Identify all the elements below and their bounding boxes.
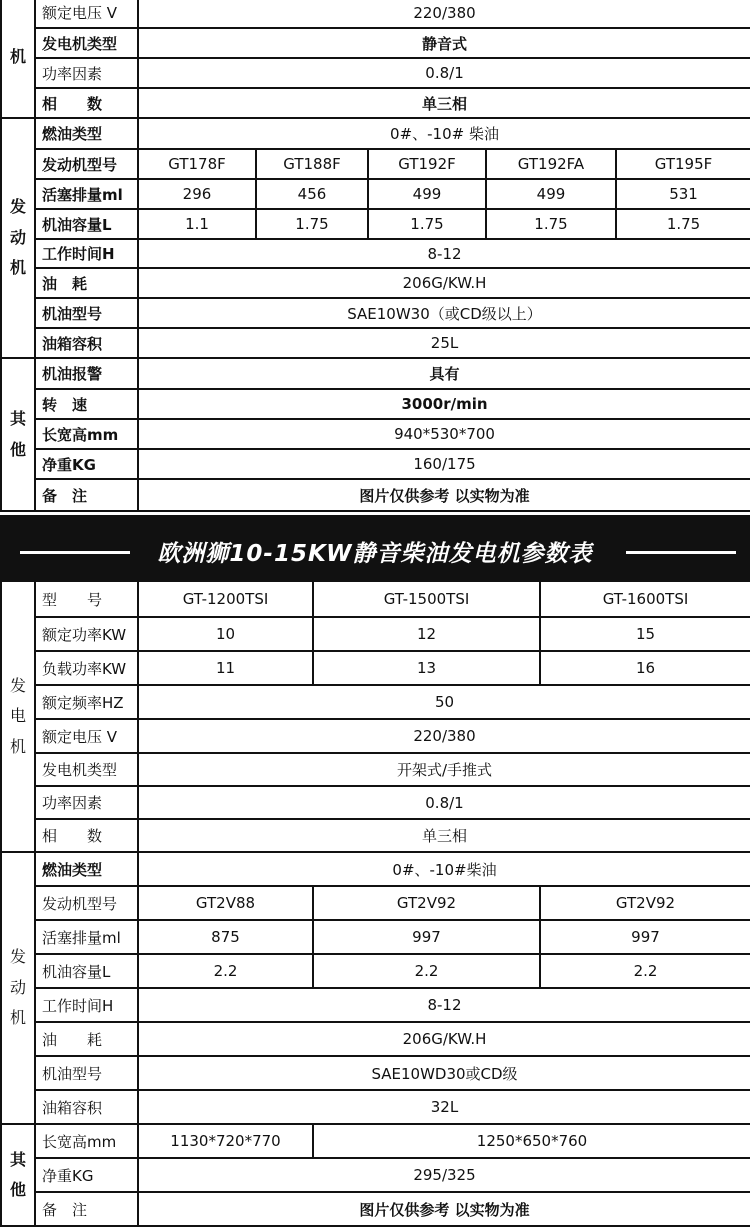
row-label-load-power: 负载功率KW (35, 651, 138, 685)
dimensions-cell: 1130*720*770 (138, 1124, 313, 1158)
value-gen-type: 静音式 (138, 28, 750, 58)
row-label-tank: 油箱容积 (35, 1090, 138, 1124)
row-label-weight: 净重KG (35, 1158, 138, 1192)
engine-model-cell: GT2V88 (138, 886, 313, 920)
row-label-oil-alarm: 机油报警 (35, 358, 138, 389)
row-label-dimensions: 长宽高mm (35, 419, 138, 449)
row-label-frequency: 额定频率HZ (35, 685, 138, 719)
value-consumption: 206G/KW.H (138, 268, 750, 298)
row-label-gen-type: 发电机类型 (35, 28, 138, 58)
oil-capacity-cell: 1.1 (138, 209, 256, 239)
displacement-cell: 997 (540, 920, 750, 954)
row-label-fuel: 燃油类型 (35, 852, 138, 886)
gen-model-cell: GT-1500TSI (313, 581, 540, 617)
value-work-time: 8-12 (138, 988, 750, 1022)
value-oil-type: SAE10W30（或CD级以上） (138, 298, 750, 328)
row-label-engine-model: 发动机型号 (35, 149, 138, 179)
engine-model-cell: GT2V92 (313, 886, 540, 920)
load-power-cell: 11 (138, 651, 313, 685)
value-tank: 25L (138, 328, 750, 358)
value-note: 图片仅供参考 以实物为准 (138, 1192, 750, 1226)
rated-power-cell: 12 (313, 617, 540, 651)
row-label-consumption: 油 耗 (35, 268, 138, 298)
engine-model-cell: GT188F (256, 149, 368, 179)
spec-table-1 (0, 0, 750, 512)
value-note: 图片仅供参考 以实物为准 (138, 479, 750, 511)
banner-divider-right (626, 551, 736, 554)
group-label-other: 其 他 (1, 1124, 35, 1226)
row-label-voltage: 额定电压 V (35, 719, 138, 753)
value-dimensions: 940*530*700 (138, 419, 750, 449)
oil-capacity-cell: 1.75 (486, 209, 616, 239)
row-label-tank: 油箱容积 (35, 328, 138, 358)
banner-title: 欧洲狮10-15KW静音柴油发电机参数表 (157, 541, 593, 567)
oil-capacity-cell: 1.75 (256, 209, 368, 239)
gen-model-cell: GT-1600TSI (540, 581, 750, 617)
spec-table-2 (0, 580, 750, 1227)
displacement-cell: 456 (256, 179, 368, 209)
load-power-cell: 16 (540, 651, 750, 685)
row-label-oil-capacity: 机油容量L (35, 209, 138, 239)
value-work-time: 8-12 (138, 239, 750, 268)
value-power-factor: 0.8/1 (138, 58, 750, 88)
value-weight: 160/175 (138, 449, 750, 479)
displacement-cell: 997 (313, 920, 540, 954)
row-label-power-factor: 功率因素 (35, 786, 138, 819)
row-label-oil-type: 机油型号 (35, 298, 138, 328)
row-label-phase: 相 数 (35, 819, 138, 852)
value-oil-alarm: 具有 (138, 358, 750, 389)
group-label-generator: 发 电 机 (1, 581, 35, 852)
row-label-displacement: 活塞排量ml (35, 179, 138, 209)
gen-model-cell: GT-1200TSI (138, 581, 313, 617)
row-label-work-time: 工作时间H (35, 988, 138, 1022)
displacement-cell: 499 (368, 179, 486, 209)
row-label-phase: 相 数 (35, 88, 138, 118)
oil-capacity-cell: 2.2 (313, 954, 540, 988)
value-fuel: 0#、-10#柴油 (138, 852, 750, 886)
engine-model-cell: GT195F (616, 149, 750, 179)
row-label-voltage: 额定电压 V (35, 0, 138, 28)
row-label-model: 型 号 (35, 581, 138, 617)
group-label-generator: 机 (1, 0, 35, 118)
row-label-note: 备 注 (35, 1192, 138, 1226)
row-label-power-factor: 功率因素 (35, 58, 138, 88)
row-label-dimensions: 长宽高mm (35, 1124, 138, 1158)
row-label-work-time: 工作时间H (35, 239, 138, 268)
value-oil-type: SAE10WD30或CD级 (138, 1056, 750, 1090)
row-label-fuel: 燃油类型 (35, 118, 138, 149)
engine-model-cell: GT2V92 (540, 886, 750, 920)
displacement-cell: 531 (616, 179, 750, 209)
value-weight: 295/325 (138, 1158, 750, 1192)
group-label-other: 其 他 (1, 358, 35, 511)
oil-capacity-cell: 2.2 (540, 954, 750, 988)
dimensions-cell: 1250*650*760 (313, 1124, 750, 1158)
row-label-oil-type: 机油型号 (35, 1056, 138, 1090)
value-gen-type: 开架式/手推式 (138, 753, 750, 786)
oil-capacity-cell: 1.75 (616, 209, 750, 239)
row-label-displacement: 活塞排量ml (35, 920, 138, 954)
value-voltage: 220/380 (138, 719, 750, 753)
row-label-consumption: 油 耗 (35, 1022, 138, 1056)
value-tank: 32L (138, 1090, 750, 1124)
row-label-weight: 净重KG (35, 449, 138, 479)
group-label-engine: 发 动 机 (1, 852, 35, 1124)
oil-capacity-cell: 1.75 (368, 209, 486, 239)
row-label-note: 备 注 (35, 479, 138, 511)
value-fuel: 0#、-10# 柴油 (138, 118, 750, 149)
value-frequency: 50 (138, 685, 750, 719)
rated-power-cell: 15 (540, 617, 750, 651)
displacement-cell: 296 (138, 179, 256, 209)
value-power-factor: 0.8/1 (138, 786, 750, 819)
displacement-cell: 499 (486, 179, 616, 209)
row-label-oil-capacity: 机油容量L (35, 954, 138, 988)
rated-power-cell: 10 (138, 617, 313, 651)
oil-capacity-cell: 2.2 (138, 954, 313, 988)
section-banner (0, 515, 750, 581)
group-label-engine: 发 动 机 (1, 118, 35, 358)
value-consumption: 206G/KW.H (138, 1022, 750, 1056)
row-label-speed: 转 速 (35, 389, 138, 419)
displacement-cell: 875 (138, 920, 313, 954)
value-voltage: 220/380 (138, 0, 750, 28)
engine-model-cell: GT192FA (486, 149, 616, 179)
value-speed: 3000r/min (138, 389, 750, 419)
row-label-engine-model: 发动机型号 (35, 886, 138, 920)
value-phase: 单三相 (138, 88, 750, 118)
engine-model-cell: GT192F (368, 149, 486, 179)
row-label-rated-power: 额定功率KW (35, 617, 138, 651)
engine-model-cell: GT178F (138, 149, 256, 179)
load-power-cell: 13 (313, 651, 540, 685)
row-label-gen-type: 发电机类型 (35, 753, 138, 786)
value-phase: 单三相 (138, 819, 750, 852)
